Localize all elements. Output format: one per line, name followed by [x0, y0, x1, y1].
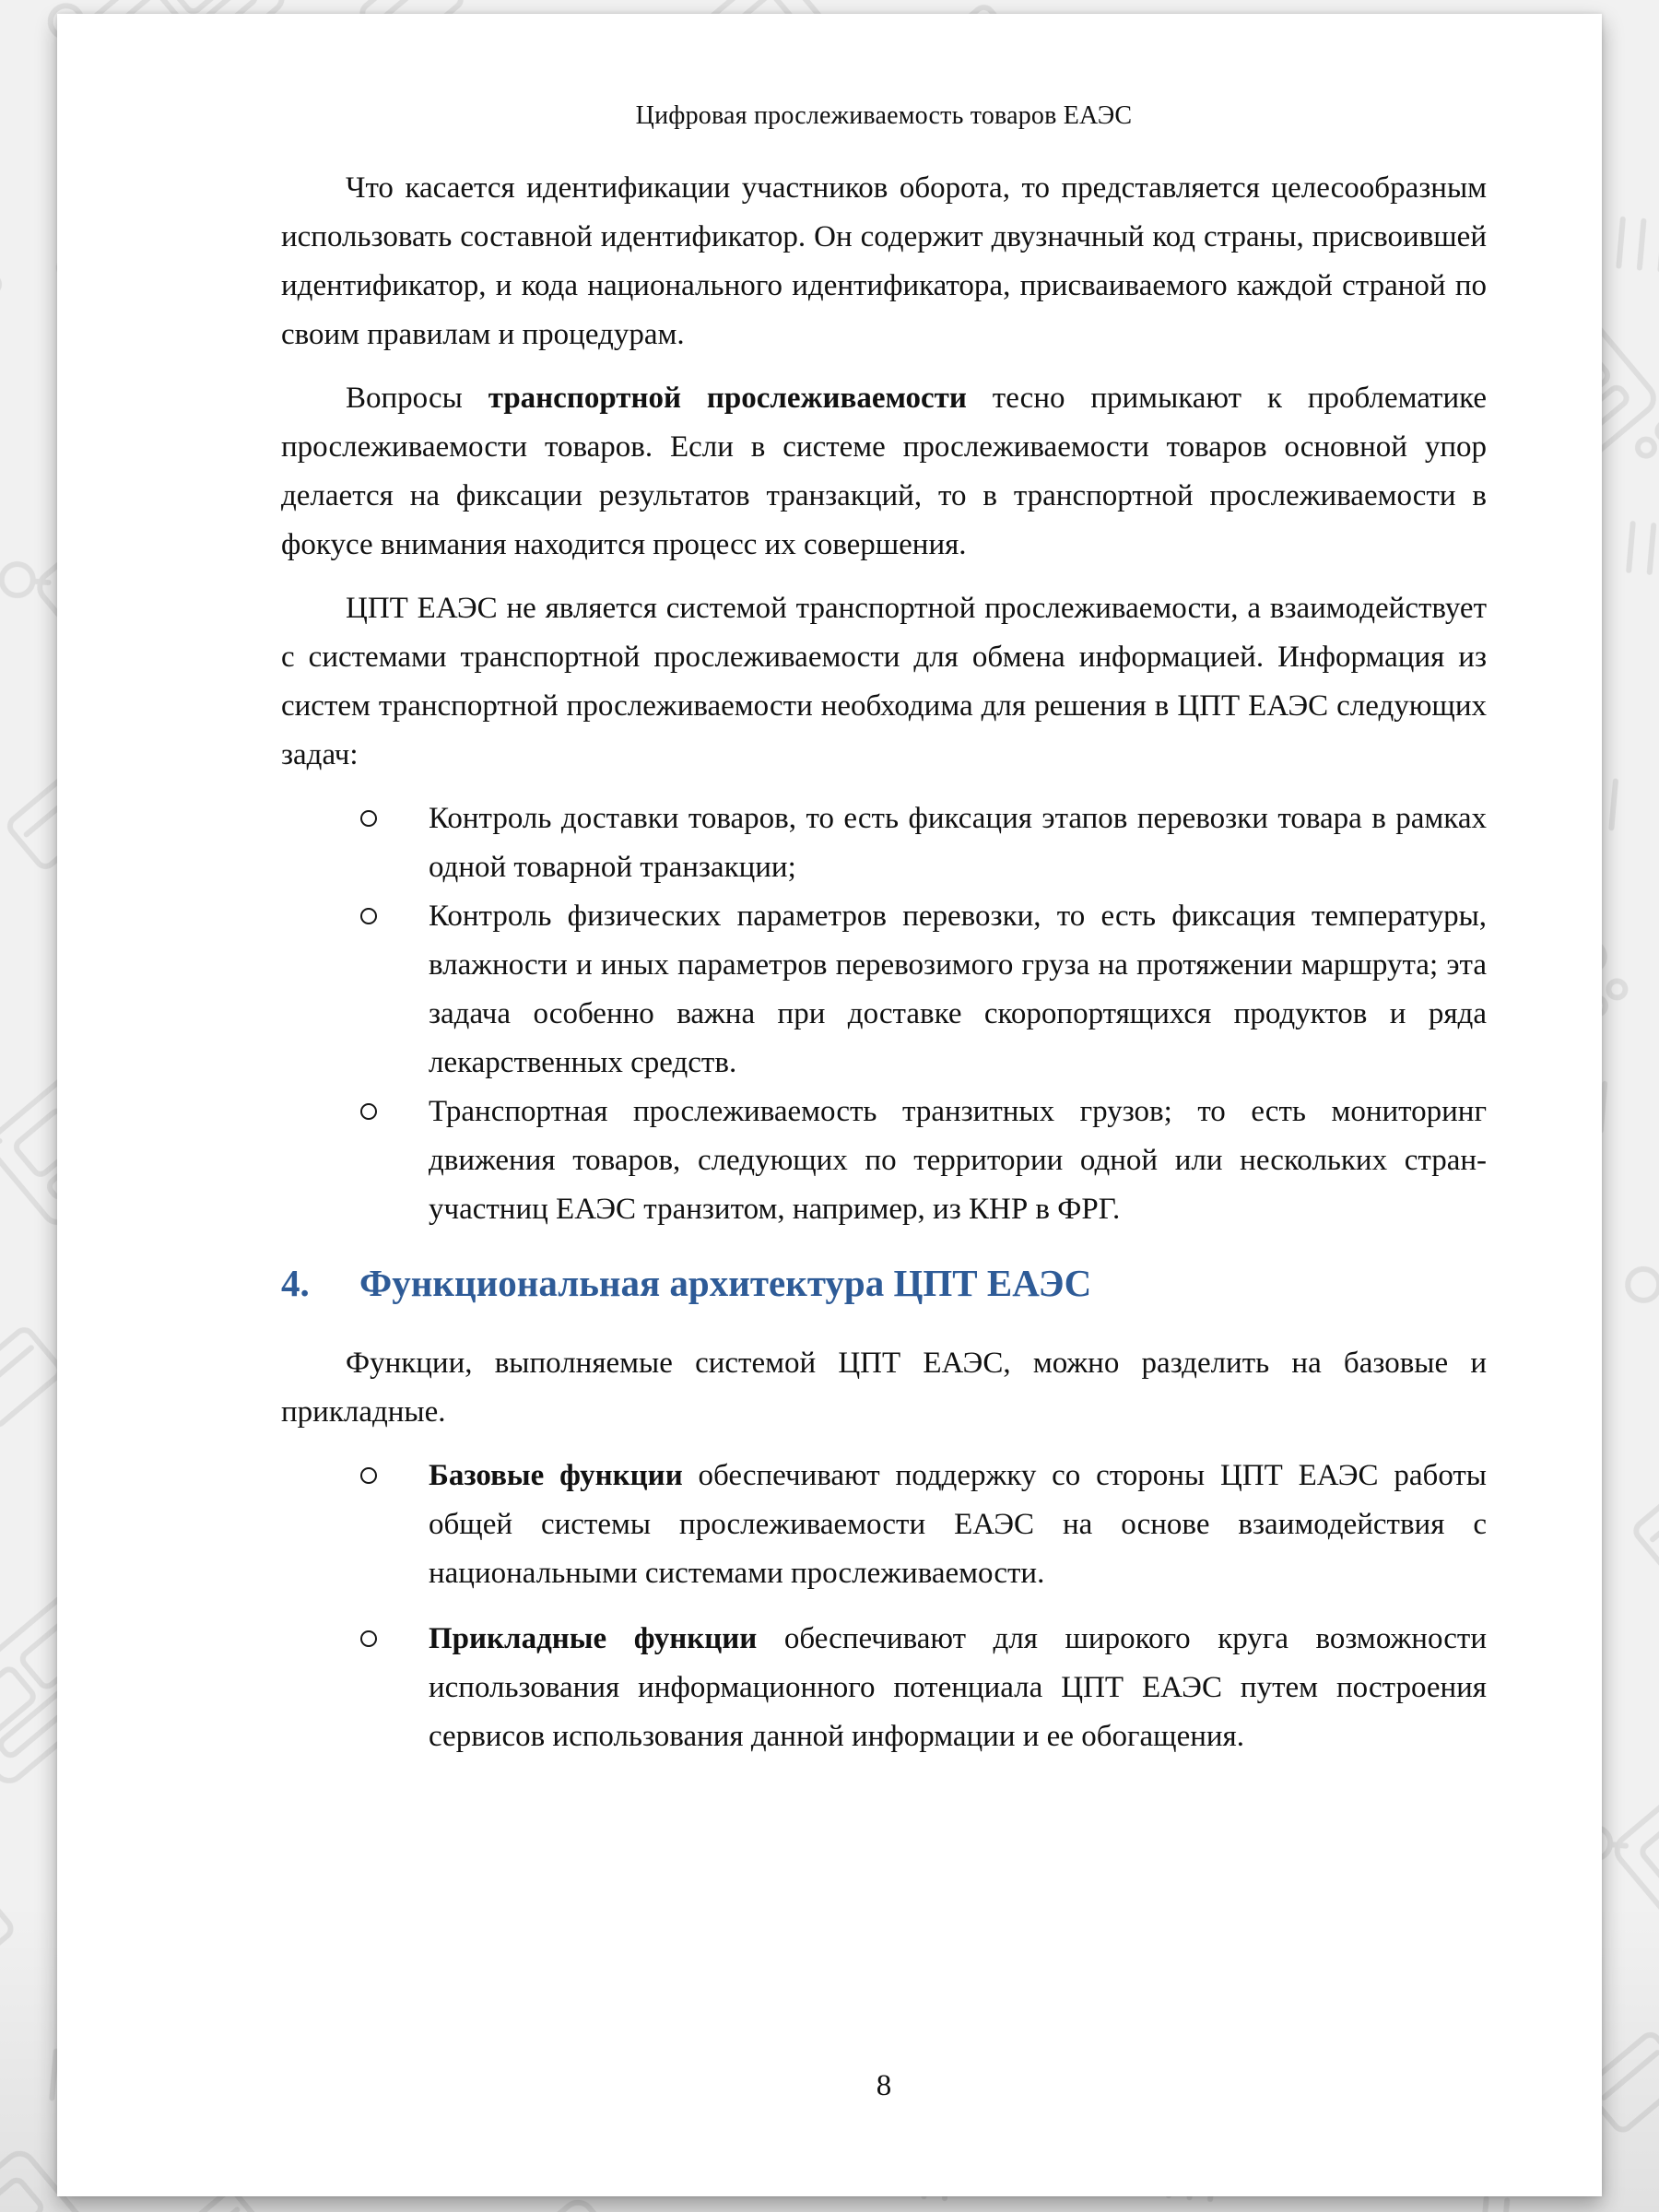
list-item-text: Контроль доставки товаров, то есть фиксация этапов перевозки товара в рамках одной товарной транзакции;: [429, 802, 1487, 884]
circle-bullet-icon: [360, 908, 377, 924]
list-item-text: Контроль физических параметров перевозки, то есть фиксация температуры, влажности и иных параметров перевозимого груза на протяжении маршрута; эта задача особенно важна при доставке скоропортящихся продуктов и ряда лекарственных средств.: [429, 900, 1487, 1079]
page-content: [281, 164, 1487, 1776]
paragraph-transport-traceability: [281, 374, 1487, 570]
text-run-bold: транспортной прослеживаемости: [488, 382, 967, 415]
list-item: [281, 794, 1487, 892]
circle-bullet-icon: [360, 1630, 377, 1647]
page-number: 8: [876, 2069, 892, 2102]
circle-bullet-icon: [360, 1467, 377, 1484]
list-item: [281, 1615, 1487, 1761]
list-item-lead-bold: Базовые функции: [429, 1459, 683, 1492]
list-item: [281, 1088, 1487, 1234]
text-run: Вопросы: [346, 382, 488, 415]
paragraph-identifiers: Что касается идентификации участников оборота, то представляется целесообразным использовать составной идентификатор. Он содержит двузначный код страны, присвоившей идентификатор, и кода национального идентификатора, присваиваемого каждой страной по своим правилам и процедурам.: [281, 171, 1487, 351]
list-item-text: Транспортная прослеживаемость транзитных грузов; то есть мониторинг движения товаров, следующих по территории одной или нескольких стран-участниц ЕАЭС транзитом, например, из КНР в ФРГ.: [429, 1095, 1487, 1226]
list-item-text: обеспечивают для широкого круга возможности использования информационного потенциала ЦПТ ЕАЭС путем построения сервисов использования данной информации и ее обогащения.: [429, 1622, 1488, 1753]
circle-bullet-icon: [360, 1103, 377, 1120]
functions-list: [281, 1452, 1487, 1761]
tasks-list: [281, 794, 1487, 1234]
section-number: 4.: [281, 1262, 310, 1304]
running-header: Цифровая прослеживаемость товаров ЕАЭС: [635, 101, 1133, 130]
list-item-lead-bold: Прикладные функции: [429, 1622, 758, 1655]
document-page: [57, 14, 1602, 2196]
list-item-text: обеспечивают поддержку со стороны ЦПТ ЕАЭС работы общей системы прослеживаемости ЕАЭС на основе взаимодействия с национальными системами прослеживаемости.: [429, 1459, 1487, 1590]
list-item: [281, 1452, 1487, 1598]
section-title: Функциональная архитектура ЦПТ ЕАЭС: [359, 1262, 1092, 1304]
paragraph-cpt-eaes-tasks: ЦПТ ЕАЭС не является системой транспортной прослеживаемости, а взаимодействует с системами транспортной прослеживаемости для обмена информацией. Информация из систем транспортной прослеживаемости необходима для решения в ЦПТ ЕАЭС следующих задач:: [281, 592, 1487, 771]
text-run: тесно примыкают к проблематике прослеживаемости товаров. Если в системе прослеживаемости товаров основной упор делается на фиксации результатов транзакций, то в транспортной прослеживаемости в фокусе внимания находится процесс их совершения.: [281, 382, 1488, 561]
list-item: [281, 892, 1487, 1088]
section-heading-4: [281, 1260, 1487, 1306]
circle-bullet-icon: [360, 810, 377, 827]
paragraph-functions-intro: Функции, выполняемые системой ЦПТ ЕАЭС, можно разделить на базовые и прикладные.: [281, 1347, 1487, 1429]
